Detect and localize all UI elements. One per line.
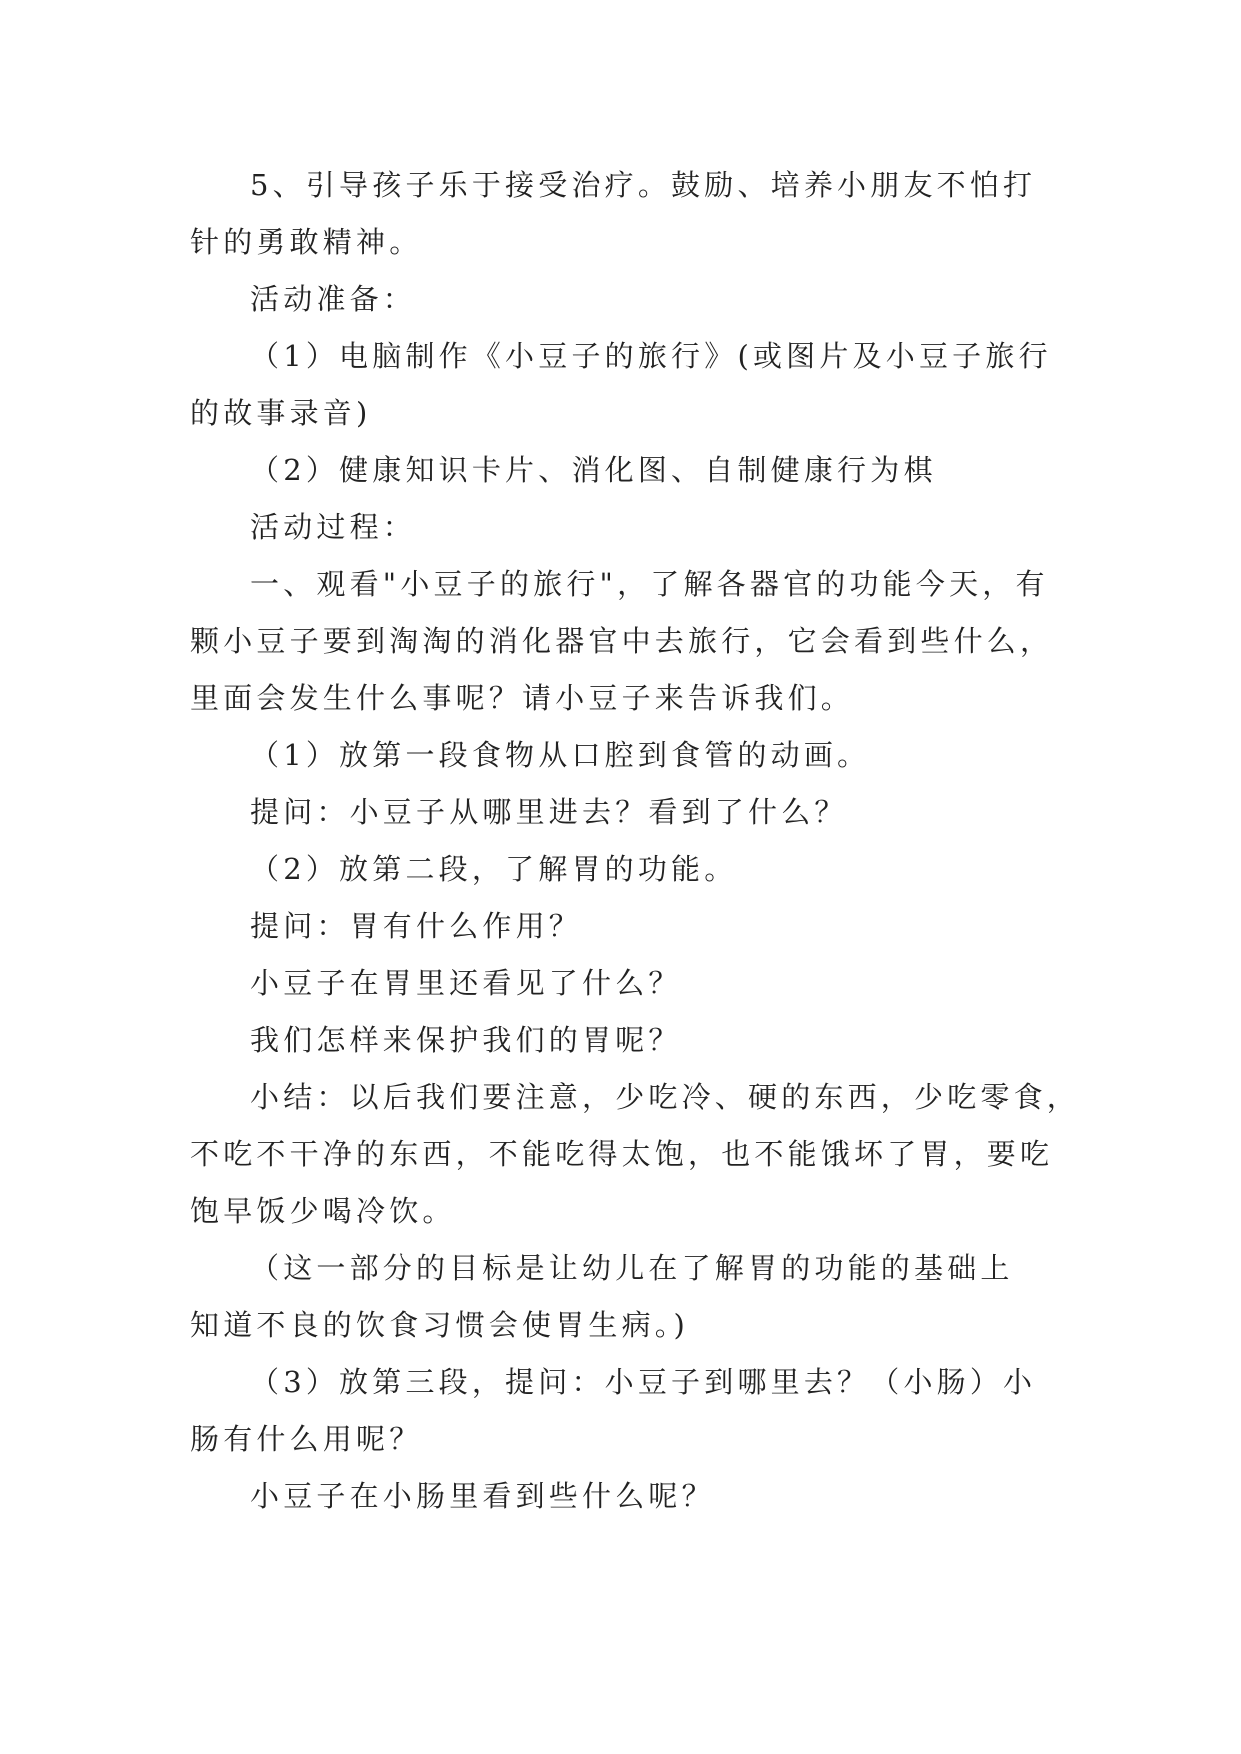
paragraph-line: （2）放第二段，了解胃的功能。 bbox=[250, 852, 738, 886]
paragraph-line: 里面会发生什么事呢？请小豆子来告诉我们。 bbox=[190, 681, 855, 715]
paragraph-line: （1）电脑制作《小豆子的旅行》(或图片及小豆子旅行 bbox=[250, 339, 1052, 373]
section-heading: 活动过程： bbox=[250, 510, 417, 544]
paragraph-line: 不吃不干净的东西，不能吃得太饱，也不能饿坏了胃，要吃 bbox=[190, 1137, 1054, 1171]
paragraph-line: 提问：胃有什么作用？ bbox=[250, 909, 583, 943]
paragraph-line: 针的勇敢精神。 bbox=[190, 225, 423, 259]
paragraph-line: 的故事录音) bbox=[190, 396, 372, 430]
paragraph-line: 小结：以后我们要注意，少吃冷、硬的东西，少吃零食， bbox=[250, 1080, 1081, 1114]
paragraph-line: 小豆子在胃里还看见了什么？ bbox=[250, 966, 682, 1000]
paragraph-line: 一、观看"小豆子的旅行"，了解各器官的功能今天，有 bbox=[250, 567, 1049, 601]
paragraph-line: 肠有什么用呢？ bbox=[190, 1422, 423, 1456]
paragraph-line: 小豆子在小肠里看到些什么呢？ bbox=[250, 1479, 715, 1513]
paragraph-line: 5、引导孩子乐于接受治疗。鼓励、培养小朋友不怕打 bbox=[250, 168, 1037, 202]
section-heading: 活动准备： bbox=[250, 282, 417, 316]
paragraph-line: 颗小豆子要到淘淘的消化器官中去旅行，它会看到些什么， bbox=[190, 624, 1054, 658]
paragraph-line: （这一部分的目标是让幼儿在了解胃的功能的基础上 bbox=[250, 1251, 1014, 1285]
paragraph-line: （1）放第一段食物从口腔到食管的动画。 bbox=[250, 738, 871, 772]
paragraph-line: （2）健康知识卡片、消化图、自制健康行为棋 bbox=[250, 453, 937, 487]
paragraph-line: 提问：小豆子从哪里进去？看到了什么？ bbox=[250, 795, 848, 829]
paragraph-line: 饱早饭少喝冷饮。 bbox=[190, 1194, 456, 1228]
paragraph-line: 我们怎样来保护我们的胃呢？ bbox=[250, 1023, 682, 1057]
paragraph-line: 知道不良的饮食习惯会使胃生病。) bbox=[190, 1308, 690, 1342]
paragraph-line: （3）放第三段，提问：小豆子到哪里去？（小肠）小 bbox=[250, 1365, 1037, 1399]
